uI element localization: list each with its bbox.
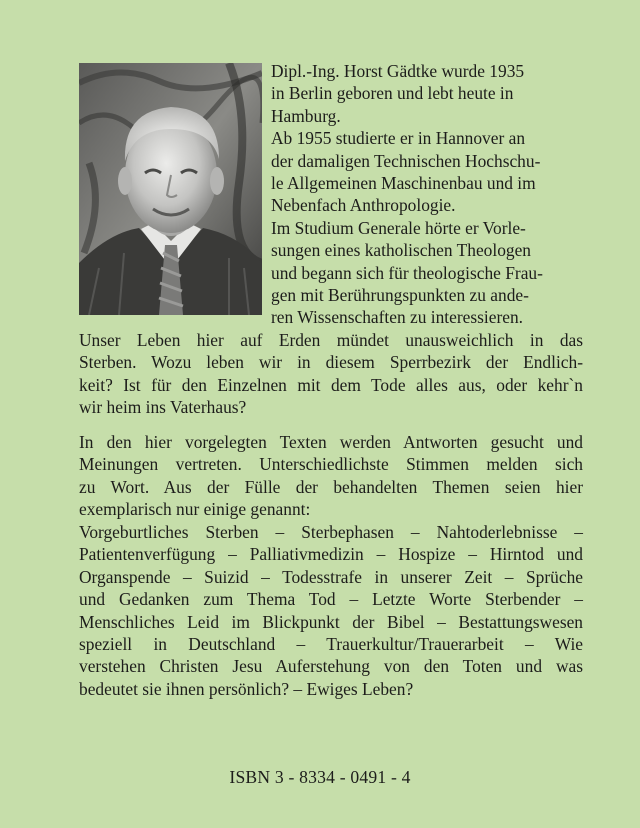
text-line: speziell in Deutschland – Trauerkultur/Trauerarbeit – Wie: [79, 634, 583, 655]
text-line: keit? Ist für den Einzelnen mit dem Tode alles aus, oder kehr`n: [79, 374, 583, 395]
bio-line: Dipl.-Ing. Horst Gädtke wurde 1935: [271, 61, 525, 81]
bio-line: und begann sich für theologische Frau-: [271, 262, 543, 283]
text-line: Vorgeburtliches Sterben – Sterbephasen – Nahtoderlebnisse –: [79, 522, 583, 542]
paragraph-texts: [79, 431, 583, 521]
bio-line: le Allgemeinen Maschinenbau und im: [271, 173, 536, 194]
bio-line: gen mit Berührungspunkten zu ande-: [271, 285, 529, 306]
text-line: zu Wort. Aus der Fülle der behandelten Themen seien hier: [79, 476, 583, 497]
text-line: In den hier vorgelegten Texten werden Antworten gesucht und: [79, 432, 583, 452]
text-line: verstehen Christen Jesu Auferstehung von den Toten und was: [79, 656, 583, 677]
isbn-label: ISBN 3 - 8334 - 0491 - 4: [229, 767, 411, 787]
author-bio: [271, 60, 581, 329]
text-line: Patientenverfügung – Palliativmedizin – Hospize – Hirntod und: [79, 544, 583, 565]
bio-line: Im Studium Generale hörte er Vorle-: [271, 217, 526, 238]
text-line: und Gedanken zum Thema Tod – Letzte Worte Sterbender –: [79, 589, 583, 610]
text-line: Unser Leben hier auf Erden mündet unausweichlich in das: [79, 330, 583, 350]
text-line: Meinungen vertreten. Unterschiedlichste Stimmen melden sich: [79, 454, 583, 475]
text-line: Organspende – Suizid – Todesstrafe in unserer Zeit – Sprüche: [79, 566, 583, 587]
author-photo: [79, 63, 262, 315]
paragraph-intro: [79, 329, 583, 419]
text-line: exemplarisch nur einige genannt:: [79, 499, 311, 520]
bio-line: in Berlin geboren und lebt heute in: [271, 83, 514, 104]
text-line: bedeutet sie ihnen persönlich? – Ewiges Leben?: [79, 678, 414, 699]
bio-line: Hamburg.: [271, 105, 341, 126]
bio-line: Nebenfach Anthropologie.: [271, 195, 456, 216]
text-line: wir heim ins Vaterhaus?: [79, 397, 247, 418]
paragraph-topics: [79, 521, 583, 700]
bio-line: sungen eines katholischen Theologen: [271, 240, 531, 261]
bio-line: ren Wissenschaften zu interessieren.: [271, 307, 524, 328]
bio-line: Ab 1955 studierte er in Hannover an: [271, 128, 526, 149]
text-line: Sterben. Wozu leben wir in diesem Sperrbezirk der Endlich-: [79, 352, 583, 373]
text-line: Menschliches Leid im Blickpunkt der Bibel – Bestattungswesen: [79, 611, 583, 632]
bio-line: der damaligen Technischen Hochschu-: [271, 150, 541, 171]
